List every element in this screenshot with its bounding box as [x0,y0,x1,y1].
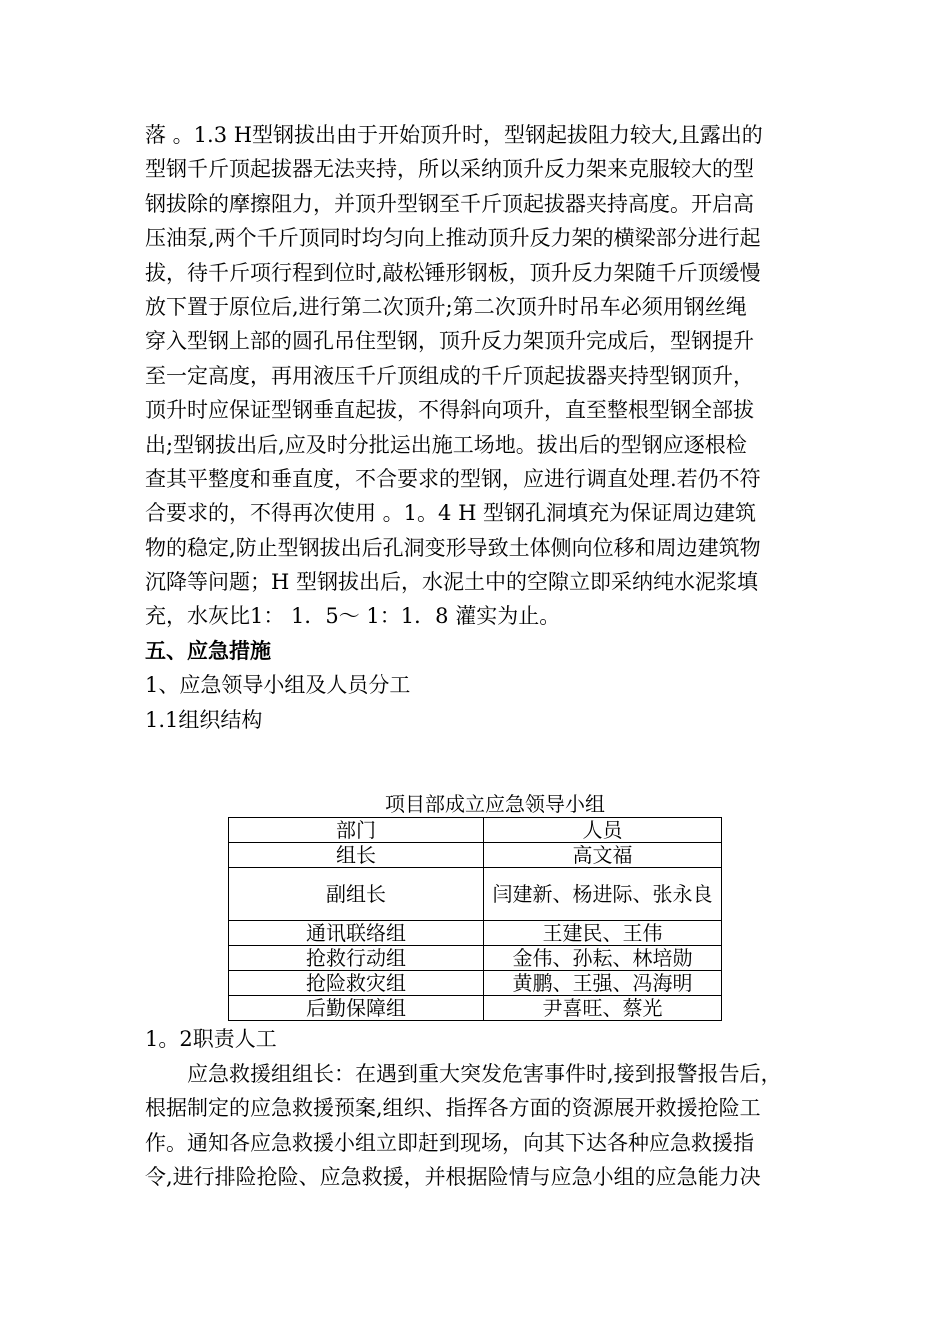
body-line: 合要求的，不得再次使用 。1。4 H 型钢孔洞填充为保证周边建筑 [145,501,757,526]
duties-text-block [145,1022,825,1195]
table-cell: 黄鹏、王强、冯海明 [484,971,722,996]
table-header-cell: 人员 [484,818,722,843]
body-line: 出;型钢拔出后,应及时分批运出施工场地。拔出后的型钢应逐根检 [145,432,747,457]
subheading: 1.1组织结构 [145,707,263,732]
table-row [229,971,722,996]
table-cell: 副组长 [229,868,484,921]
org-structure-table [228,817,722,1021]
body-line: 至一定高度，再用液压千斤顶组成的千斤顶起拔器夹持型钢顶升， [145,363,754,388]
table-cell: 王建民、王伟 [484,921,722,946]
table-cell: 闫建新、杨进际、张永良 [484,868,722,921]
main-text-block [145,118,825,737]
subheading: 1。2职责人工 [145,1027,277,1051]
table-cell: 抢救行动组 [229,946,484,971]
table-cell: 抢险救灾组 [229,971,484,996]
body-line: 物的稳定,防止型钢拔出后孔洞变形导致土体侧向位移和周边建筑物 [145,535,761,560]
body-line: 放下置于原位后,进行第二次顶升;第二次顶升时吊车必须用钢丝绳 [145,294,747,319]
body-line: 钢拔除的摩擦阻力，并顶升型钢至千斤顶起拔器夹持高度。开启高 [145,191,754,216]
table-cell: 组长 [229,843,484,868]
body-line: 查其平整度和垂直度，不合要求的型钢，应进行调直处理.若仍不符 [145,466,761,491]
body-line: 压油泵,两个千斤顶同时均匀向上推动顶升反力架的横梁部分进行起 [145,226,761,251]
body-line: 穿入型钢上部的圆孔吊住型钢，顶升反力架顶升完成后，型钢提升 [145,329,754,354]
table-row [229,921,722,946]
body-line: 型钢千斤顶起拔器无法夹持，所以采纳顶升反力架来克服较大的型 [145,157,754,182]
table-row [229,868,722,921]
body-line: 令,进行排险抢险、应急救援，并根据险情与应急小组的应急能力决 [145,1165,761,1189]
body-line: 落 。1.3 H型钢拔出由于开始顶升时，型钢起拔阻力较大,且露出的 [145,123,763,147]
table-cell: 通讯联络组 [229,921,484,946]
table-cell: 尹喜旺、蔡光 [484,996,722,1021]
body-line: 作。通知各应急救援小组立即赶到现场，向其下达各种应急救援指 [145,1130,754,1155]
body-line: 沉降等问题；H 型钢拔出后，水泥土中的空隙立即采纳纯水泥浆填 [145,570,758,595]
table-caption: 项目部成立应急领导小组 [385,792,605,816]
table-cell: 高文福 [484,843,722,868]
table-header-cell: 部门 [229,818,484,843]
table-row [229,996,722,1021]
body-line: 充，水灰比1： 1．5～ 1：1．8 灌实为止。 [145,604,561,629]
table-cell: 后勤保障组 [229,996,484,1021]
body-line: 根据制定的应急救援预案,组织、指挥各方面的资源展开救援抢险工 [145,1096,761,1120]
section-heading: 五、应急措施 [145,637,271,663]
body-line: 应急救援组组长：在遇到重大突发危害事件时,接到报警报告后， [187,1061,782,1086]
table-cell: 金伟、孙耘、林培勋 [484,946,722,971]
body-line: 顶升时应保证型钢垂直起拔，不得斜向项升，直至整根型钢全部拔 [145,398,754,423]
table-row [229,843,722,868]
table-row [229,946,722,971]
table-header-row [229,818,722,843]
subheading: 1、应急领导小组及人员分工 [145,673,411,698]
body-line: 拔，待千斤项行程到位时,敲松锤形钢板，顶升反力架随千斤顶缓慢 [145,260,761,285]
